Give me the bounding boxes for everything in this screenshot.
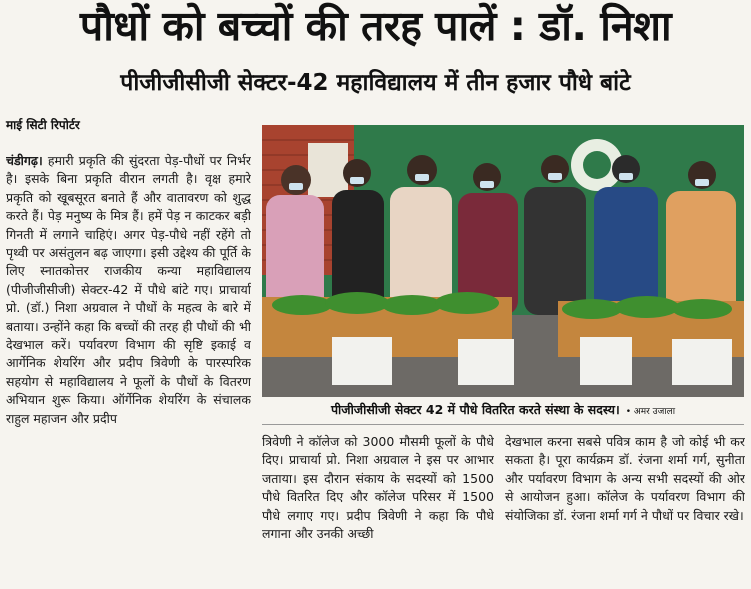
photo-illustration	[262, 125, 744, 397]
page-headline: पौधों को बच्चों की तरह पालें : डॉ. निशा	[79, 2, 672, 50]
photo-caption-text: पीजीजीसीजी सेक्टर 42 में पौधे वितरित करते संस्था के सदस्य।	[330, 402, 620, 417]
dateline: चंडीगढ़।	[6, 153, 43, 168]
photo-credit: • अमर उजाला	[625, 407, 676, 417]
photo-caption	[262, 398, 744, 422]
column-3-text: देखभाल करना सबसे पवित्र काम है जो कोई भी कर सकता है। पूरा कार्यक्रम डॉ. रंजना शर्मा गर्ग, सुनीता और पर्यावरण विभाग के अन्य सभी सदस्यों की ओर से आयोजन हुआ। कॉलेज के पर्यावरण विभाग की संयोजिका डॉ. रंजना शर्मा गर्ग ने पौधों पर विचार रखे।	[505, 434, 745, 523]
column-1-text: हमारी प्रकृति की सुंदरता पेड़-पौधों पर निर्भर है। इसके बिना प्रकृति वीरान लगती है। वृक्ष हमारे प्रकृति को खूबसूरत बनाते हैं और वातावरण को शुद्ध करते हैं। पेड़ मनुष्य के मित्र हैं। हमें पेड़ न काटकर बड़ी गिनती में लगाने चाहिएं। अगर पेड़-पौधे नहीं रहेंगे तो पृथ्वी पर असंतुलन बढ़ जाएगा। इसी उद्देश्य की पूर्ति के लिए स्नातकोत्तर राजकीय कन्या महाविद्यालय (पीजीजीसीजी) सेक्टर-42 में पौधे बांटे गए। प्राचार्या प्रो. (डॉ.) निशा अग्रवाल ने पौधों के महत्व के बारे में बताया। उन्होंने कहा कि बच्चों की तरह ही पौधों की भी देखभाल करें। पर्यावरण विभाग की सृष्टि इकाई व आर्गेनिक शेयरिंग और प्रदीप त्रिवेणी के पारस्परिक सहयोग से महाविद्यालय ने फूलों के पौधों के वितरण अभियान शुरू किया। ऑर्गेनिक शेयरिंग के संचालक राहुल महाजन और प्रदीप	[6, 153, 251, 426]
caption-rule	[262, 424, 744, 425]
article-column-1	[6, 152, 251, 584]
page-subheadline: पीजीजीसीजी सेक्टर-42 महाविद्यालय में तीन हजार पौधे बांटे	[120, 70, 631, 96]
news-photo	[262, 125, 744, 397]
byline: माई सिटी रिपोर्टर	[6, 118, 80, 132]
column-2-text: त्रिवेणी ने कॉलेज को 3000 मौसमी फूलों के पौधे दिए। प्राचार्या प्रो. निशा अग्रवाल ने इस पर आभार जताया। इस दौरान संकाय के सदस्यों को 1500 पौधे वितरित दिए और कॉलेज परिसर में 1500 पौधे लगाए गए। प्रदीप त्रिवेणी ने कहा कि पौधे लगाना और उनकी अच्छी	[262, 434, 494, 542]
article-column-2	[262, 433, 494, 583]
article-column-3	[505, 433, 745, 583]
